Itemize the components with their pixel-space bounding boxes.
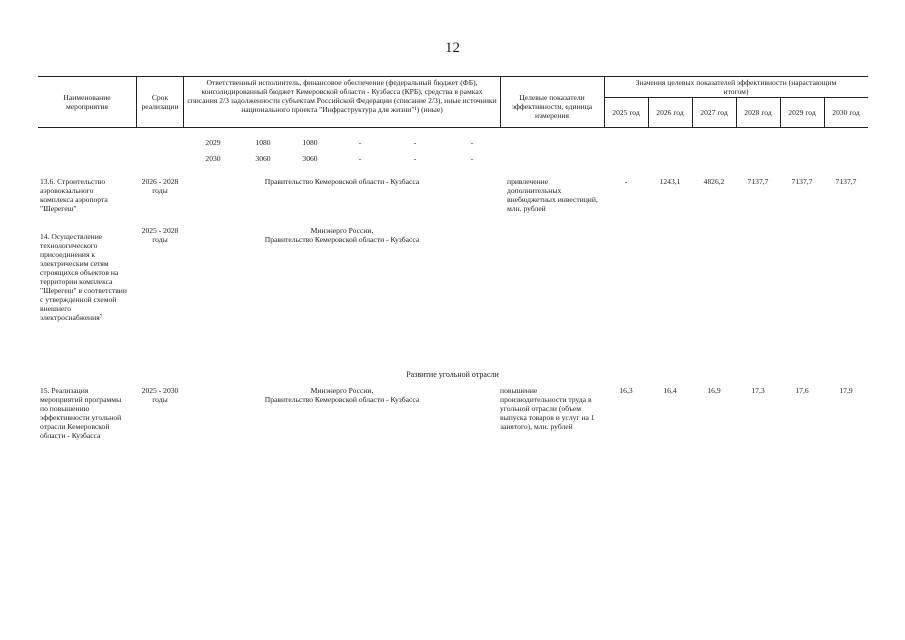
item-13-6-value-2030: 7137,7 [835, 177, 857, 186]
header-year-2025: 2025 год [612, 108, 640, 117]
item-15-value-2027: 16,9 [707, 386, 721, 395]
item-14-name: 14. Осуществление технологического присоединения к электрическим сетям строящихся объектов на территории комплекса "Шерегеш" в соответствии с утвержденной схемой внешнего электроснабжения⁷ [40, 232, 127, 322]
header-indicators: Целевые показатели эффективности, единица измерения [511, 93, 593, 120]
finance-row-value: 1080 [255, 138, 271, 147]
item-13-6-term: 2026 - 2028 годы [141, 177, 179, 195]
header-bottom-border [38, 127, 868, 128]
item-15-value-2030: 17,9 [839, 386, 853, 395]
item-15-responsible-line2: Правительство Кемеровской области - Кузбасса [264, 395, 420, 404]
item-13-6-value-2026: 1243,1 [659, 177, 681, 186]
finance-row-value: - [413, 154, 417, 163]
item-14-responsible-line2: Правительство Кемеровской области - Кузбасса [264, 235, 420, 244]
finance-row-value: - [470, 138, 474, 147]
item-15-responsible-line1: Минэнерго России, [310, 386, 374, 395]
item-13-6-indicator: привлечение дополнительных внебюджетных инвестиций, млн. рублей [507, 177, 598, 213]
item-15-term: 2025 - 2030 годы [141, 386, 179, 404]
header-year-2026: 2026 год [656, 108, 684, 117]
header-year-2030: 2030 год [832, 108, 860, 117]
item-13-6-value-2027: 4826,2 [703, 177, 725, 186]
item-15-value-2028: 17,3 [751, 386, 765, 395]
finance-row-year: 2030 [205, 154, 221, 163]
item-15-value-2025: 16,3 [619, 386, 633, 395]
page-number: 12 [445, 40, 460, 56]
item-13-6-value-2028: 7137,7 [747, 177, 769, 186]
header-responsible: Ответственный исполнитель, финансовое обеспечение (федеральный бюджет (ФБ), консолидированный бюджет Кемеровской области - Кузбасса (КРБ), средства в рамках списания 2/3 задолженности субъектам Российской Федерации (списание 2/3), иные источники национального проекта "Инфраструктура для жизни"¹) (иные) [187, 78, 497, 114]
col-divider-2 [183, 76, 184, 127]
item-13-6-value-2025: - [624, 177, 628, 186]
finance-row-value: - [358, 138, 362, 147]
item-15-value-2026: 16,4 [663, 386, 677, 395]
col-divider-3 [500, 76, 501, 127]
finance-row-value: - [358, 154, 362, 163]
finance-row-value: - [470, 154, 474, 163]
item-14-term: 2025 - 2028 годы [141, 226, 179, 244]
section-title: Развитие угольной отрасли [406, 370, 499, 379]
item-15-value-2029: 17,6 [795, 386, 809, 395]
header-year-2028: 2028 год [744, 108, 772, 117]
col-divider-4 [604, 76, 605, 127]
finance-row-value: 3060 [302, 154, 318, 163]
header-year-2029: 2029 год [788, 108, 816, 117]
item-13-6-name: 13.6. Строительство аэровокзального комплекса аэропорта "Шерегеш" [40, 177, 108, 213]
header-year-2027: 2027 год [700, 108, 728, 117]
header-values-group: Значения целевых показателей эффективности (нарастающим итогом) [635, 78, 837, 96]
item-14-responsible-line1: Минэнерго России, [310, 226, 374, 235]
header-name: Наименование мероприятия [63, 93, 111, 111]
item-15-indicator: повышение производительности труда в угольной отрасли (объем выпуска товаров и услуг на 1 занятого), млн. рублей [500, 386, 595, 431]
finance-row-value: 3060 [255, 154, 271, 163]
finance-row-value: - [413, 138, 417, 147]
table-top-border [38, 76, 868, 77]
header-term: Срок реализации [141, 93, 179, 111]
item-15-name: 15. Реализация мероприятий программы по повышению эффективности угольной отрасли Кемеровской области - Кузбасса [40, 386, 122, 440]
finance-row-year: 2029 [205, 138, 221, 147]
item-13-6-responsible: Правительство Кемеровской области - Кузбасса [264, 177, 420, 186]
item-13-6-value-2029: 7137,7 [791, 177, 813, 186]
finance-row-value: 1080 [302, 138, 318, 147]
